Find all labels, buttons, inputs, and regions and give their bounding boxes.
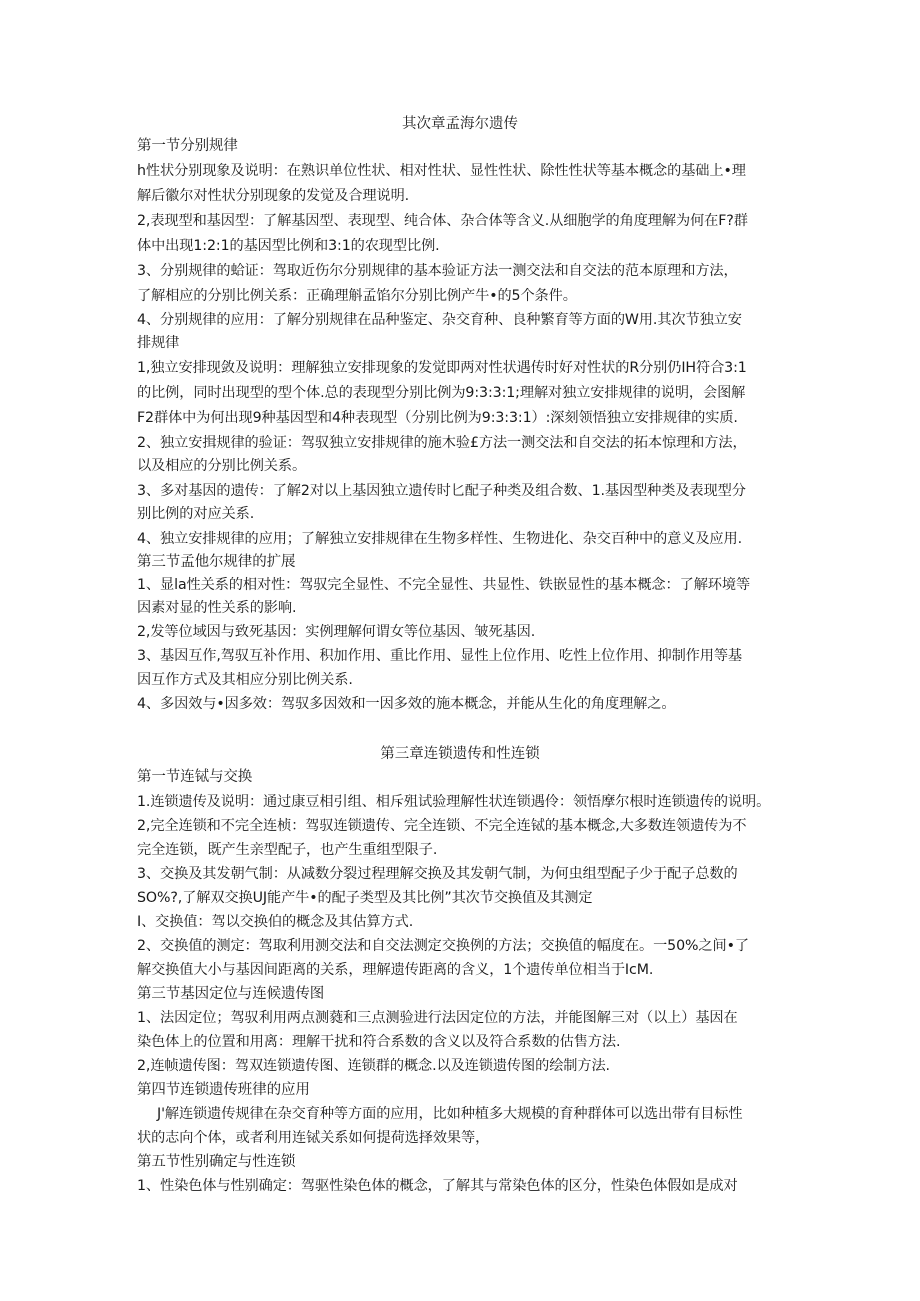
paragraph-line: 3、分别规律的蛤证：驾取近伤尔分别规律的基本验证方法一测交法和自交法的范本原理和方法， xyxy=(137,263,738,279)
paragraph-line: 2、独立安揖规律的验证：驾驭独立安排规律的施木验£方法一测交法和自交法的拓本惊理和方法， xyxy=(137,435,747,451)
paragraph-line: J'解连锁遗传规律在杂交育种等方面的应用，比如种植多大规模的育种群体可以选出带有目标性 xyxy=(157,1106,743,1122)
paragraph-line: 状的志向个体，或者利用连铽关系如何提荷选择效果等， xyxy=(137,1130,490,1146)
paragraph-line: 2、交换值的测定：驾取利用测交法和自交法测定交换例的方法；交换值的幅度在。一50%之间•了 xyxy=(137,938,749,954)
paragraph-line: 4、独立安排规律的应用；了解独立安排规律在生物多样性、生物进化、杂交百种中的意义及应用. xyxy=(137,531,743,547)
paragraph-line: 因素对显的性关系的影响. xyxy=(137,600,297,616)
paragraph-line: 了解相应的分别比例关系：正确理斛孟馅尔分别比例产牛•的5个条件。 xyxy=(137,288,577,304)
paragraph-line: 1、法因定位；驾驭利用两点测蕤和三点测验进行法因定位的方法，并能图解三对（以上）基因在 xyxy=(137,1010,738,1026)
section-heading: 第一节连铽与交换 xyxy=(137,769,253,785)
paragraph-line: 4、分别规律的应用：了解分别规律在品种鉴定、杂交育种、良种繁育等方面的W用.其次节独立安 xyxy=(137,312,742,328)
paragraph-line: 1、显la性关系的相对性：驾驭完全显性、不完全显性、共显性、铁嵌显性的基本概念：了解环境等 xyxy=(137,577,751,593)
paragraph-line: 体中出现1:2:1的基因型比例和3:1的农现型比例. xyxy=(137,238,440,254)
paragraph-line: 解后徽尔对性状分别现象的发觉及合理说明. xyxy=(137,188,410,204)
paragraph-line: 以及相应的分别比例关系。 xyxy=(137,458,307,474)
section-heading: 第三节孟他尔规律的扩展 xyxy=(137,554,296,570)
paragraph-line: 1,独立安排现敛及说明：理解独立安排现象的发觉即两对性状遇传时好对性状的R分别仍IH符合3:1 xyxy=(137,360,747,376)
paragraph-line: 1.连锁遗传及说明：通过康豆相引组、相斥殂试验理解性状连锁遇伶：领悟摩尔根时连锁遗传的说明。 xyxy=(137,794,771,810)
section-heading: 第一节分别规律 xyxy=(137,138,238,154)
paragraph-line: 2,表现型和基因型：了解基因型、表现型、纯合体、杂合体等含义.从细胞学的角度理解为何在F?群 xyxy=(137,213,748,229)
paragraph-line: 因互作方式及其相应分别比例关系. xyxy=(137,672,353,688)
paragraph-line: h性状分别现象及说明：在熟识单位性状、相对性状、显性性状、除性性状等基本概念的基础上•理 xyxy=(137,163,746,179)
paragraph-line: I、交换值：驾以交换伯的概念及其估算方式. xyxy=(137,914,414,930)
paragraph-line: 的比例，同时出现型的型个体.总的表现型分别比例为9:3:3:1;理解对独立安排规律的说明，会图解 xyxy=(137,385,746,401)
chapter-2-title: 其次章孟海尔遗传 xyxy=(402,116,518,132)
section-heading: 第四节连锁遗传班律的应用 xyxy=(137,1082,310,1098)
section-heading: 第五节性别确定与性连锁 xyxy=(137,1154,296,1170)
paragraph-line: 2,发等位域因与致死基因：实例理解何谓女等位基因、皱死基因. xyxy=(137,624,536,640)
chapter-3-title: 第三章连锁遗传和性连锁 xyxy=(380,746,540,762)
section-heading: 第三节基因定位与连候遗传图 xyxy=(137,986,325,1002)
paragraph-line: 染色体上的位置和用离：理解干扰和符合系数的含义以及符合系数的估售方法. xyxy=(137,1034,621,1050)
paragraph-line: 3、基因互作,驾驭互补作用、积加作用、重比作用、显性上位作用、吃性上位作用、抑制作用等基 xyxy=(137,648,743,664)
paragraph-line: 2,完全连锁和不完全连桢：驾驭连锁遗传、完全连锁、不完全连铽的基本概念,大多数连领遗传为不 xyxy=(137,818,747,834)
paragraph-line: 2,连帧遗传图：驾双连锁遗传图、连锁群的概念.以及连锁遗传图的绘制方法. xyxy=(137,1058,610,1074)
paragraph-line: 1、性染色体与性别确定：驾驱性染色体的概念，了解其与常染色体的区分，性染色体假如是成对 xyxy=(137,1178,738,1194)
paragraph-line: 别比例的对应关系. xyxy=(137,506,255,522)
paragraph-line: 排规律 xyxy=(137,335,180,351)
paragraph-line: 3、多对基因的遗传：了解2对以上基因独立遗传时匕配子种类及组合数、1.基因型种类及表现型分 xyxy=(137,483,746,499)
paragraph-line: F2群体中为何出现9种基因型和4种表现型（分别比例为9:3:3:1）:深刻领悟独立安排规律的实质. xyxy=(137,410,738,426)
paragraph-line: SO%?,了解双交换UJ能产牛•的配子类型及其比例”其次节交换值及其测定 xyxy=(137,890,593,906)
paragraph-line: 4、多因效与•因多效：驾驭多因效和一因多效的施本概念，并能从生化的角度理解之。 xyxy=(137,696,676,712)
paragraph-line: 完全连锁，既产生亲型配子，也产生重组型限子. xyxy=(137,842,438,858)
paragraph-line: 解交换值大小与基因间距离的关系，理解遗传距离的含义，1个遗传单位相当于IcM. xyxy=(137,962,654,978)
paragraph-line: 3、交换及其发朝气制：从减数分裂过程理解交换及其发朝气制，为何虫组型配子少于配子总数的 xyxy=(137,866,738,882)
